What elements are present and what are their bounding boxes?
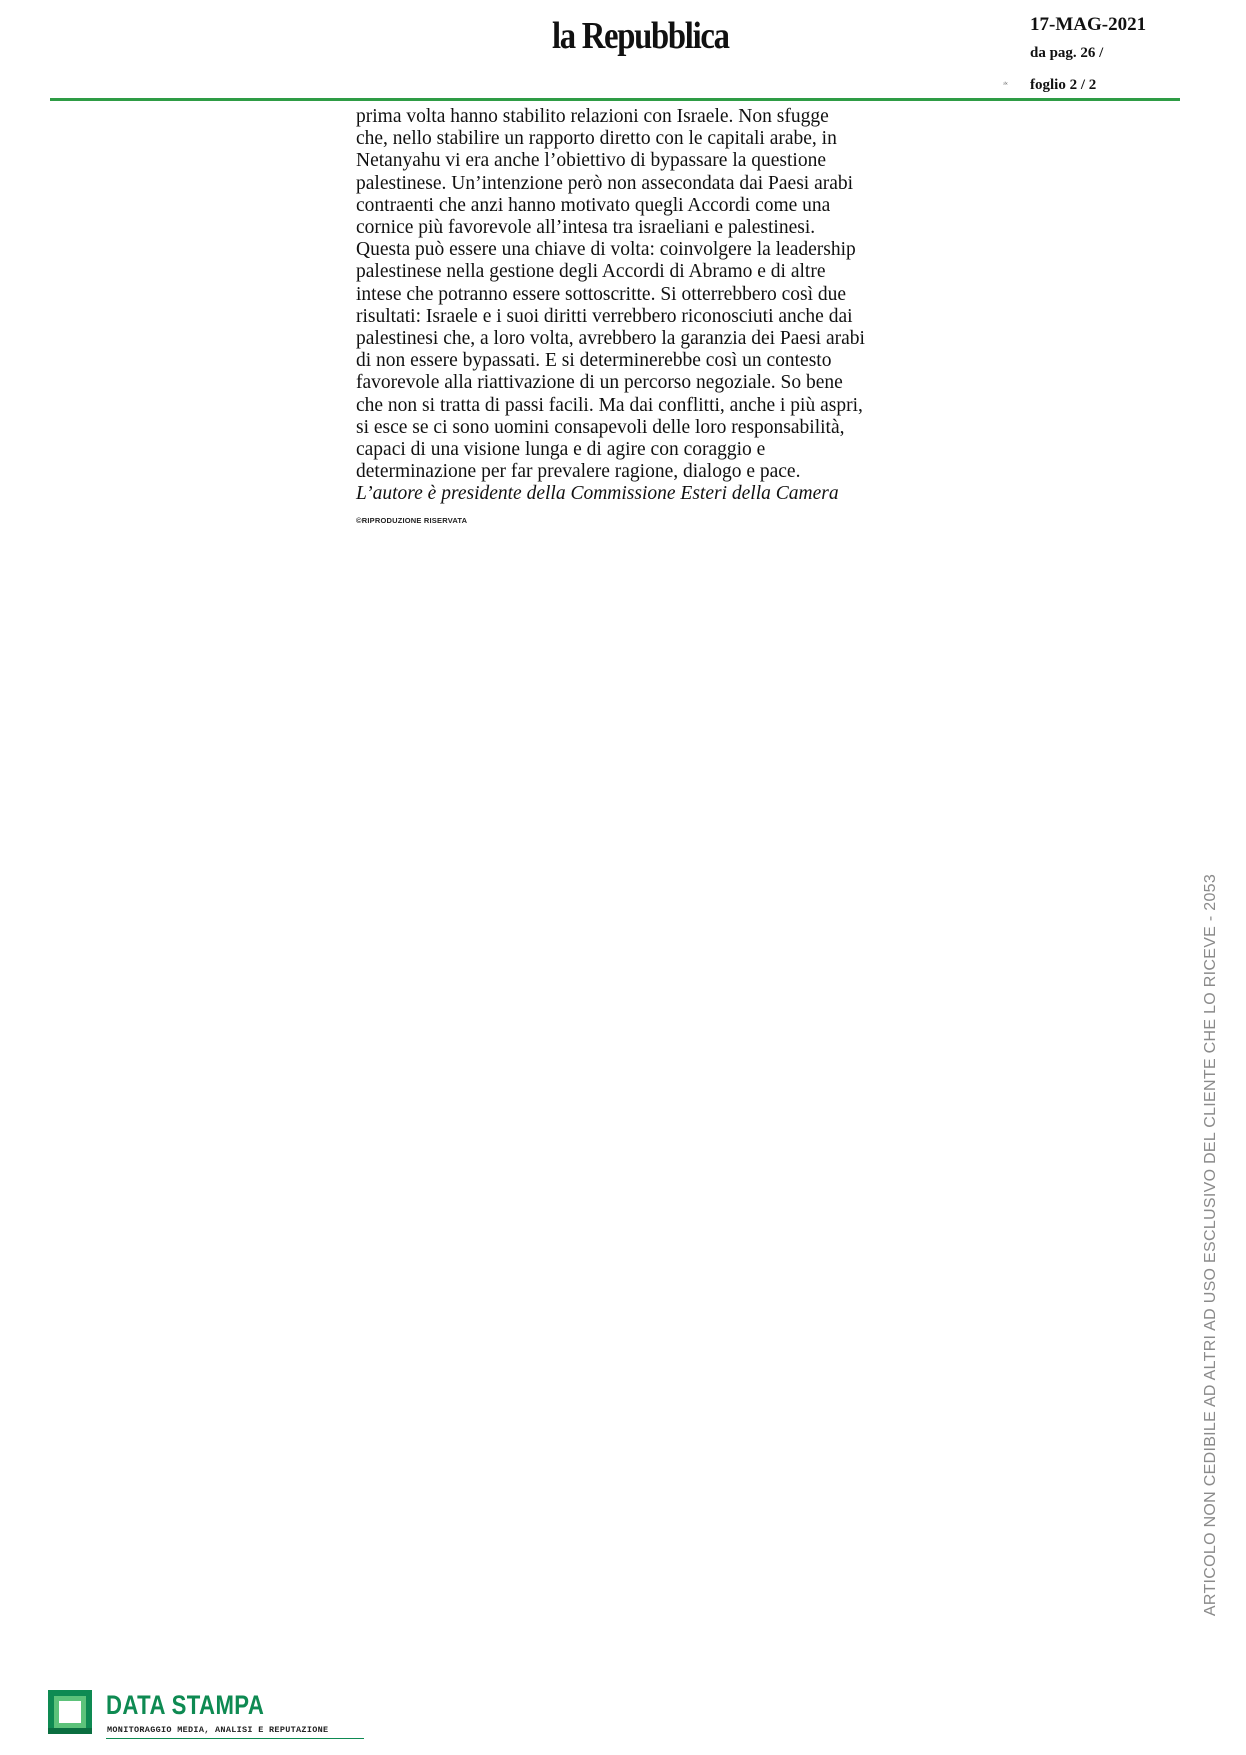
article-line: contraenti che anzi hanno motivato quegli Accordi come una xyxy=(356,194,831,216)
article-line: si esce se ci sono uomini consapevoli delle loro responsabilità, xyxy=(356,416,845,438)
masthead: la Repubblica xyxy=(552,15,729,57)
data-stampa-logo xyxy=(48,1690,348,1740)
publication-date: 17-MAG-2021 xyxy=(1030,14,1147,35)
article-line: Netanyahu vi era anche l’obiettivo di bypassare la questione xyxy=(356,150,826,172)
logo-name: DATA STAMPA xyxy=(106,1690,265,1720)
article-line: intese che potranno essere sottoscritte. Si otterrebbero così due xyxy=(356,283,847,305)
article-body xyxy=(356,106,916,506)
author-byline: L’autore è presidente della Commissione Esteri della Camera xyxy=(356,483,839,505)
article-line: cornice più favorevole all’intesa tra israeliani e palestinesi. xyxy=(356,217,816,239)
article-line: favorevole alla riattivazione di un percorso negoziale. So bene xyxy=(356,372,843,394)
article-line: prima volta hanno stabilito relazioni con Israele. Non sfugge xyxy=(356,106,829,127)
page-reference: da pag. 26 / xyxy=(1030,45,1104,61)
article-line: palestinese. Un’intenzione però non assecondata dai Paesi arabi xyxy=(356,172,854,194)
header-divider xyxy=(50,98,1180,101)
article-line: risultati: Israele e i suoi diritti verrebbero riconosciuti anche dai xyxy=(356,305,853,327)
article-line: Questa può essere una chiave di volta: coinvolgere la leadership xyxy=(356,239,856,261)
article-line: capaci di una visione lunga e di agire con coraggio e xyxy=(356,439,766,461)
data-stampa-logo-icon xyxy=(48,1690,92,1734)
logo-underline xyxy=(106,1738,364,1739)
sheet-number: foglio 2 / 2 xyxy=(1030,77,1097,93)
copyright-notice: ©RIPRODUZIONE RISERVATA xyxy=(356,516,468,525)
article-line: che non si tratta di passi facili. Ma dai conflitti, anche i più aspri, xyxy=(356,394,863,416)
logo-tagline: MONITORAGGIO MEDIA, ANALISI E REPUTAZIONE xyxy=(107,1725,329,1735)
side-distribution-notice: ARTICOLO NON CEDIBILE AD ALTRI AD USO ESCLUSIVO DEL CLIENTE CHE LO RICEVE - 2053 xyxy=(1202,873,1219,1617)
tiny-mark: ᵃᵇᶜ xyxy=(1003,82,1009,88)
article-line: che, nello stabilire un rapporto diretto con le capitali arabe, in xyxy=(356,128,837,150)
article-line: di non essere bypassati. E si determinerebbe così un contesto xyxy=(356,350,832,372)
article-line: palestinesi che, a loro volta, avrebbero la garanzia dei Paesi arabi xyxy=(356,328,865,350)
article-line: palestinese nella gestione degli Accordi di Abramo e di altre xyxy=(356,261,826,283)
article-line: determinazione per far prevalere ragione, dialogo e pace. xyxy=(356,461,801,483)
